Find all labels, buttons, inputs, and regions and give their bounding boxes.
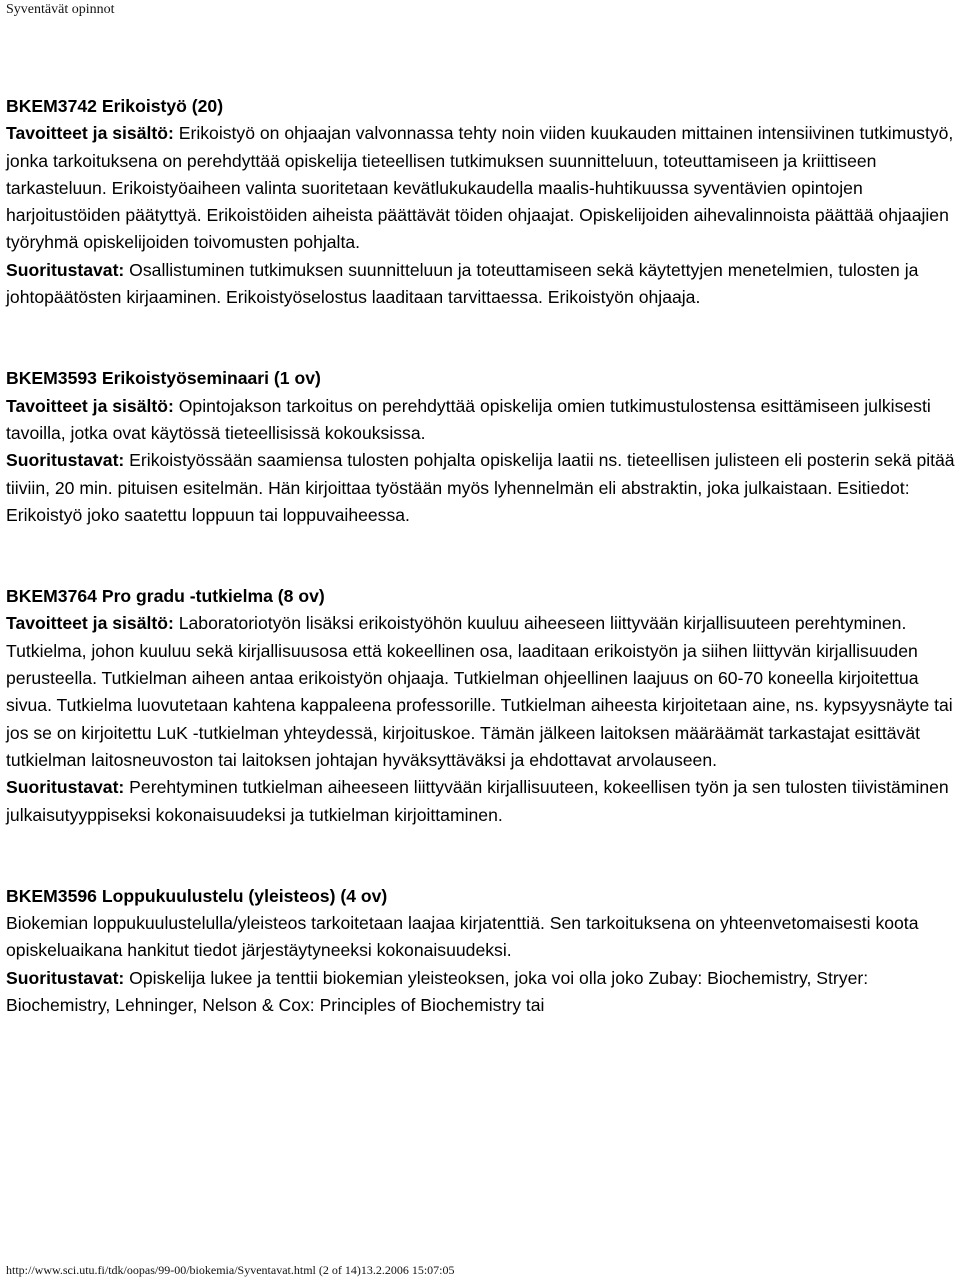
course-title: BKEM3764 Pro gradu -tutkielma (8 ov) — [6, 586, 325, 607]
course-goals — [6, 393, 956, 448]
page-header-title: Syventävät opinnot — [6, 2, 115, 17]
goals-label: Tavoitteet ja sisältö: — [6, 123, 174, 144]
course-bkem3764 — [6, 583, 956, 829]
course-methods — [6, 774, 956, 829]
course-methods — [6, 447, 956, 529]
goals-label: Tavoitteet ja sisältö: — [6, 613, 174, 634]
course-intro: Biokemian loppukuulustelulla/yleisteos tarkoitetaan laajaa kirjatenttiä. Sen tarkoituksena on yhteenvetomaisesti koota opiskeluaikana hankitut tiedot järjestäytyneeksi kokonaisuudeksi. — [6, 913, 919, 961]
course-methods — [6, 257, 956, 312]
methods-label: Suoritustavat: — [6, 450, 125, 471]
course-bkem3742 — [6, 93, 956, 311]
goals-text: Opintojakson tarkoitus on perehdyttää opiskelija omien tutkimustulostensa esittämiseen julkisesti tavoilla, jotka ovat käytössä tieteellisissä kokouksissa. — [6, 395, 931, 443]
methods-text: Perehtyminen tutkielman aiheeseen liittyvään kirjallisuuteen, kokeellisen työn ja sen tulosten tiivistäminen julkaisutyyppiseksi kokonaisuudeksi ja tutkielman kirjoittaminen. — [6, 777, 949, 825]
document-body — [6, 93, 956, 1073]
page-footer-source: http://www.sci.utu.fi/tdk/oopas/99-00/biokemia/Syventavat.html (2 of 14)13.2.2006 15:07:05 — [6, 1263, 455, 1277]
goals-text: Erikoistyö on ohjaajan valvonnassa tehty noin viiden kuukauden mittainen intensiivinen tutkimustyö, jonka tarkoituksena on perehdyttää opiskelija tieteellisen tutkimuksen suunnitteluun, toteuttamiseen ja kriittiseen tarkasteluun. Erikoistyöaiheen valinta suoritetaan kevätlukukaudella maalis-huhtikuussa syventävien opintojen harjoitustöiden päätyttyä. Erikoistöiden aiheista päättävät töiden ohjaajat. Opiskelijoiden aihevalinnoista päättää ohjaajien työryhmä opiskelijoiden toivomusten pohjalta. — [6, 123, 954, 253]
methods-text: Osallistuminen tutkimuksen suunnitteluun ja toteuttamiseen sekä käytettyjen menetelmien, tulosten ja johtopäätösten kirjaaminen. Erikoistyöselostus laaditaan tarvittaessa. Erikoistyön ohjaaja. — [6, 259, 919, 308]
methods-text: Erikoistyössään saamiensa tulosten pohjalta opiskelija laatii ns. tieteellisen julisteen eli posterin sekä pitää tiiviin, 20 min. pituisen esitelmän. Hän kirjoittaa työstään myös lyhennelmän eli abstraktin, joka julkaistaan. Esitiedot: Erikoistyö joko saatettu loppuun tai loppuvaiheessa. — [6, 450, 955, 525]
goals-label: Tavoitteet ja sisältö: — [6, 395, 174, 416]
goals-text: Laboratoriotyön lisäksi erikoistyöhön kuuluu aiheeseen liittyvään kirjallisuuteen perehtyminen. Tutkielma, johon kuuluu sekä kirjallisuusosa että kokeellinen osa, laaditaan erikoistyön ja siihen liittyvän kirjallisuuden perusteella. Tutkielman aiheen antaa erikoistyön ohjaaja. Tutkielman ohjeellinen laajuus on 60-70 koneella kirjoitettua sivua. Tutkielma luovutetaan kahtena kappaleena professorille. Tutkielman aiheesta kirjoitetaan aine, ns. kypsyysnäyte tai jos se on kirjoitettu LuK -tutkielman yhteydessä, kirjoituskoe. Tämän jälkeen laitoksen määräämät tarkastajat esittävät tutkielman laitosneuvoston tai laitoksen johtajan hyväksyttäväksi ja ehdottavat arvolauseen. — [6, 613, 953, 770]
course-bkem3596 — [6, 883, 956, 1019]
course-bkem3593 — [6, 365, 956, 529]
course-title: BKEM3596 Loppukuulustelu (yleisteos) (4 ov) — [6, 885, 388, 906]
course-goals — [6, 120, 956, 256]
methods-label: Suoritustavat: — [6, 967, 125, 988]
methods-label: Suoritustavat: — [6, 259, 125, 280]
course-title: BKEM3593 Erikoistyöseminaari (1 ov) — [6, 368, 321, 389]
course-goals — [6, 610, 956, 774]
course-methods — [6, 965, 956, 1020]
methods-label: Suoritustavat: — [6, 777, 125, 798]
course-title: BKEM3742 Erikoistyö (20) — [6, 96, 224, 116]
methods-text: Opiskelija lukee ja tenttii biokemian yleisteoksen, joka voi olla joko Zubay: Biochemistry, Stryer: Biochemistry, Lehninger, Nelson & Cox: Principles of Biochemistry tai — [6, 967, 869, 1016]
